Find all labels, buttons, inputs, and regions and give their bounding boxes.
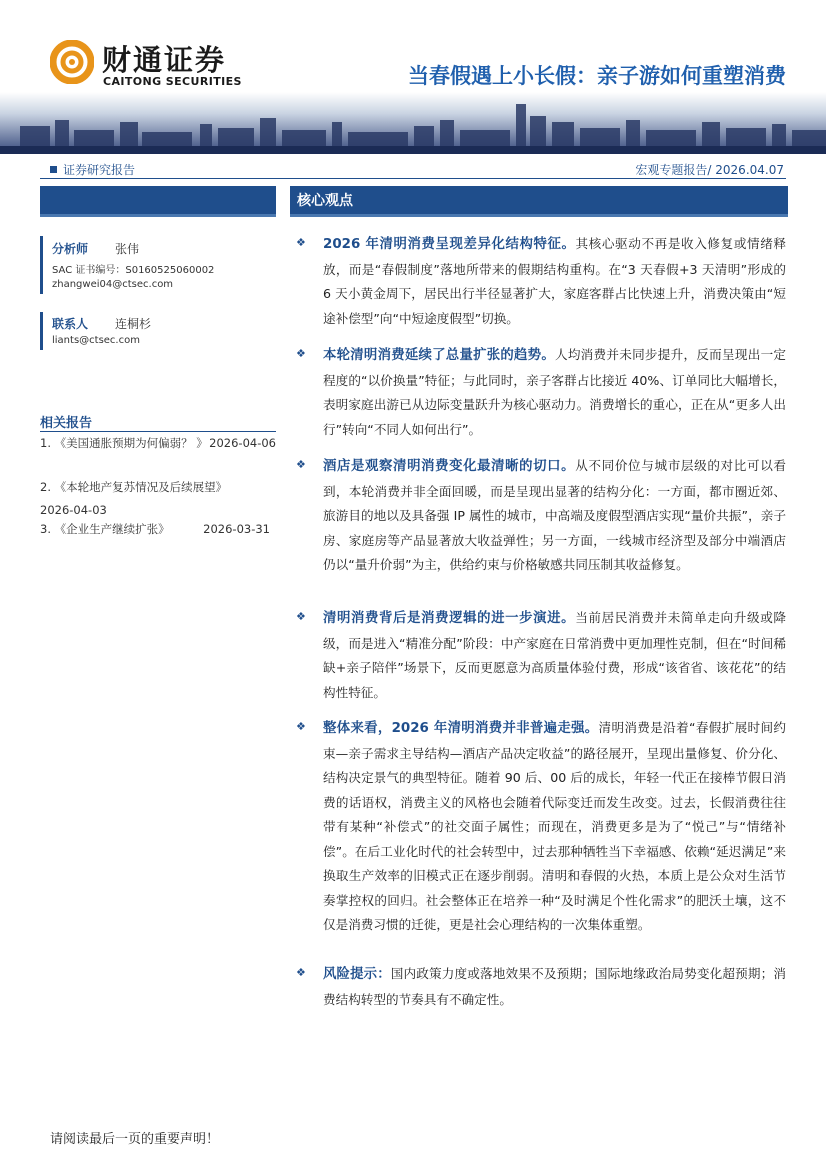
key-point-body: 人均消费并未同步提升，反而呈现出一定程度的“以价换量”特征；与此同时，亲子客群占比接近 40%、订单同比大幅增长，表明家庭出游已从边际变量跃升为核心驱动力。消费增长的重心，正在从“更多人出行”转向“不同人如何出行”。 (323, 347, 787, 437)
related-reports-title: 相关报告 (40, 416, 93, 431)
key-point-body: 清明消费是沿着“春假扩展时间约束—亲子需求主导结构—酒店产品决定收益”的路径展开，呈现出量修复、价分化、结构决定景气的典型特征。随着 90 后、00 后的成长，年轻一代正在接棒节假日消费的话语权，消费主义的风格也会随着代际变迁而发生改变。过去，长假消费往往带有某种“补偿式”的社交面子属性；而现在，消费更多是为了“悦己”与“情绪补偿”。在后工业化时代的社会转型中，过去那种牺牲当下幸福感、依赖“延迟满足”来换取生产效率的旧模式正在逐步削弱。清明和春假的火热，本质上是公众对生活节奏掌控权的回归。社会整体正在培养一种“及时满足个性化需求”的肥沃土壤，这不仅是消费习惯的迁徙，更是社会心理结构的一次集体重塑。 (323, 720, 786, 932)
analyst-name: 张伟 (115, 242, 140, 256)
diamond-bullet-icon: ❖ (296, 610, 306, 623)
core-view-underline (290, 214, 788, 217)
brand-logo (50, 38, 250, 90)
brand-name-cn: 财通证券 (102, 43, 227, 77)
analyst-email[interactable]: zhangwei04@ctsec.com (52, 279, 174, 290)
risk-warning-body: 国内政策力度或落地效果不及预期；国际地缘政治局势变化超预期；消费结构转型的节奏具有不确定性。 (323, 966, 787, 1007)
key-point-body: 当前居民消费并未简单走向升级或降级，而是进入“精准分配”阶段：中产家庭在日常消费中更加理性克制，但在“时间稀缺+亲子陪伴”场景下，反而更愿意为高质量体验付费，形成“该省省、该花花”的结构性特征。 (323, 610, 787, 700)
analyst-sac: SAC 证书编号：S0160525060002 (52, 265, 215, 276)
footer-disclaimer: 请阅读最后一页的重要声明！ (50, 1132, 220, 1147)
diamond-bullet-icon: ❖ (296, 966, 306, 979)
sidebar-header-bar (40, 186, 276, 214)
diamond-bullet-icon: ❖ (296, 720, 306, 733)
key-point-lead: 整体来看，2026 年清明消费并非普遍走强。 (323, 721, 599, 736)
key-point (296, 343, 786, 442)
report-category: 证券研究报告 (50, 161, 135, 178)
diamond-bullet-icon: ❖ (296, 347, 306, 360)
risk-warning-lead: 风险提示： (323, 967, 391, 982)
risk-warning (296, 962, 786, 1012)
key-point-lead: 酒店是观察清明消费变化最清晰的切口。 (323, 459, 576, 474)
contact-accent-bar (40, 312, 43, 350)
related-report-item[interactable]: 2. 《本轮地产复苏情况及后续展望》 2026-04-03 (40, 480, 228, 517)
sidebar-header-underline (40, 214, 276, 217)
diamond-bullet-icon: ❖ (296, 236, 306, 249)
core-view-header-bar (290, 186, 788, 214)
key-point (296, 232, 786, 331)
brand-name-en: CAITONG SECURITIES (103, 75, 242, 88)
report-type-date: 宏观专题报告/ 2026.04.07 (635, 163, 784, 177)
related-report-item[interactable]: 1. 《美国通胀预期为何偏弱？ 》 2026-04-06 (40, 436, 276, 450)
diamond-bullet-icon: ❖ (296, 458, 306, 471)
key-point (296, 606, 786, 705)
key-point-body: 从不同价位与城市层级的对比可以看到，本轮消费并非全面回暖，而是呈现出显著的结构分化：一方面，都市圈近郊、旅游目的地以及具备强 IP 属性的城市，中高端及度假型酒店实现“量价共振”，亲子房、家庭房等产品显著放大收益弹性；另一方面，一线城市经济型及部分中端酒店仍以“量升价弱”为主，供给约束与价格敏感共同压制其收益修复。 (323, 458, 787, 572)
key-point (296, 716, 786, 938)
analyst-label: 分析师 (52, 242, 89, 256)
contact-label: 联系人 (52, 317, 89, 331)
related-report-item[interactable]: 3. 《企业生产继续扩张》 2026-03-31 (40, 522, 270, 536)
key-point-lead: 2026 年清明消费呈现差异化结构特征。 (323, 237, 576, 252)
report-title: 当春假遇上小长假：亲子游如何重塑消费 (408, 64, 786, 88)
key-point-lead: 本轮清明消费延续了总量扩张的趋势。 (323, 348, 555, 363)
contact-name: 连桐杉 (115, 317, 152, 331)
contact-email[interactable]: liants@ctsec.com (52, 335, 140, 346)
core-view-title: 核心观点 (297, 193, 353, 209)
square-bullet-icon (50, 166, 57, 173)
key-point (296, 454, 786, 578)
header-divider (40, 178, 786, 179)
analyst-accent-bar (40, 236, 43, 294)
logo-mark-icon (50, 40, 94, 84)
key-point-lead: 清明消费背后是消费逻辑的进一步演进。 (323, 611, 576, 626)
header-banner (0, 92, 826, 154)
key-point-body: 其核心驱动不再是收入修复或情绪释放，而是“春假制度”落地所带来的假期结构重构。在“3 天春假+3 天清明”形成的 6 天小黄金周下，居民出行半径显著扩大，家庭客群占比快速上升，消费决策由“短途补偿型”向“中短途度假型”切换。 (323, 236, 787, 326)
